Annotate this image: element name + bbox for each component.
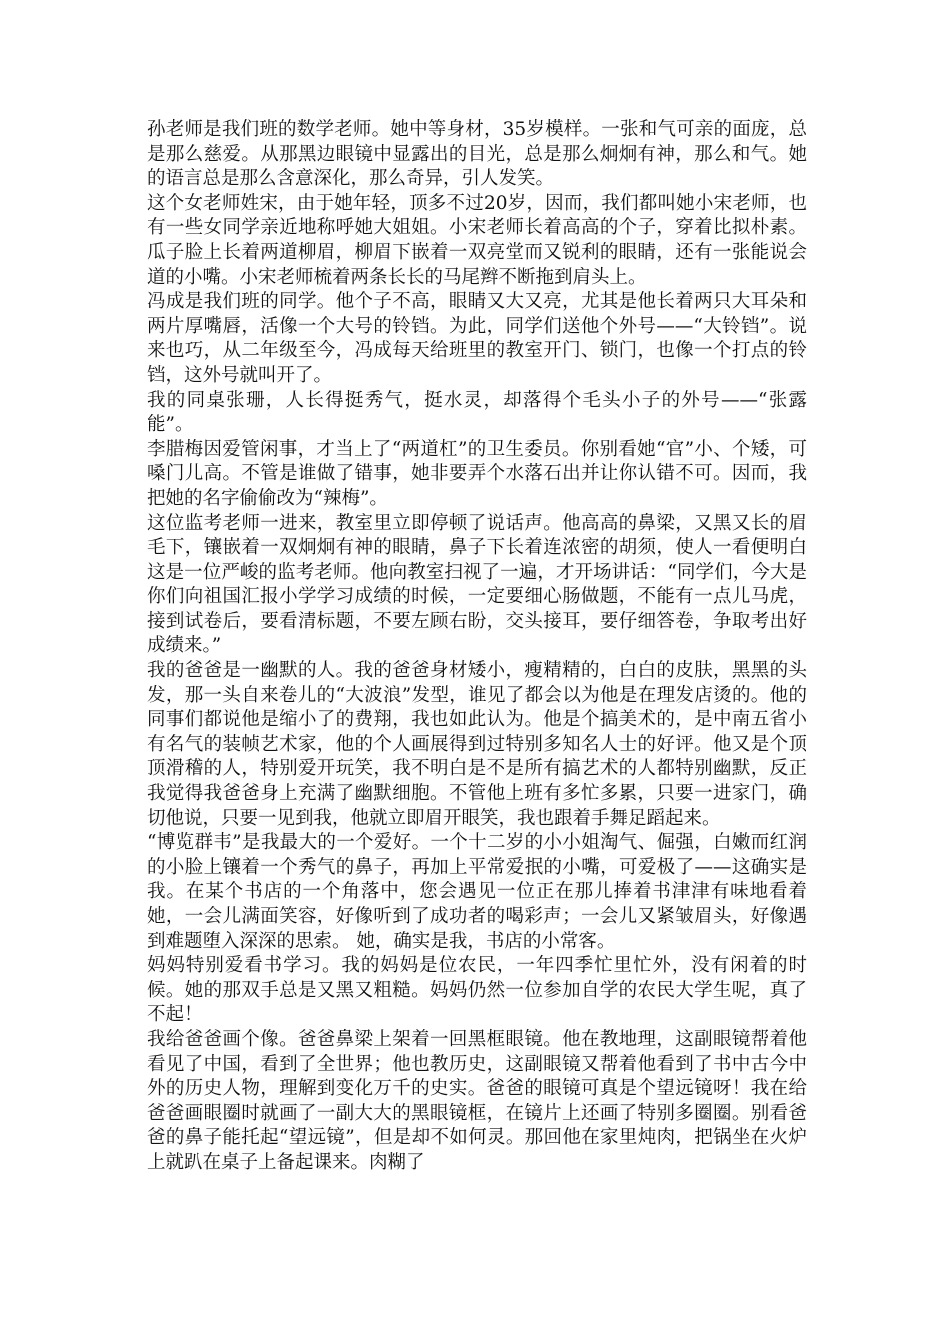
document-body: [147, 118, 807, 1176]
paragraph-feng-cheng: 冯成是我们班的同学。他个子不高，眼睛又大又亮，尤其是他长着两只大耳朵和两片厚嘴唇，活像一个大号的铃铛。为此，同学们送他个外号——“大铃铛”。说来也巧，从二年级至今，冯成每天给班里的教室开门、锁门，也像一个打点的铃铛，这外号就叫开了。: [147, 291, 807, 386]
paragraph-song-teacher: 这个女老师姓宋，由于她年轻，顶多不过20岁，因而，我们都叫她小宋老师，也有一些女同学亲近地称呼她大姐姐。小宋老师长着高高的个子，穿着比拟朴素。瓜子脸上长着两道柳眉，柳眉下嵌着一双亮堂而又锐利的眼睛，还有一张能说会道的小嘴。小宋老师梳着两条长长的马尾辫不断拖到肩头上。: [147, 192, 807, 288]
paragraph-father-portrait: 我给爸爸画个像。爸爸鼻梁上架着一回黑框眼镜。他在教地理，这副眼镜帮着他看见了中国，看到了全世界；他也教历史，这副眼镜又帮着他看到了书中古今中外的历史人物，理解到变化万千的史实。爸爸的眼镜可真是个望远镜呀！我在给爸爸画眼圈时就画了一副大大的黑眼镜框，在镜片上还画了特别多圈圈。别看爸爸的鼻子能托起“望远镜”，但是却不如何灵。那回他在家里炖肉，把锅坐在火炉上就趴在桌子上备起课来。肉糊了: [147, 1028, 807, 1173]
paragraph-mother: 妈妈特别爱看书学习。我的妈妈是位农民，一年四季忙里忙外，没有闲着的时候。她的那双手总是又黑又粗糙。妈妈仍然一位参加自学的农民大学生呢，真了不起！: [147, 955, 807, 1026]
paragraph-sun-teacher: 孙老师是我们班的数学老师。她中等身材，35岁模样。一张和气可亲的面庞，总是那么慈爱。从那黑边眼镜中显露出的目光，总是那么炯炯有神，那么和气。她的语言总是那么含意深化，那么奇异，引人发笑。: [147, 119, 807, 190]
paragraph-humorous-father: 我的爸爸是一幽默的人。我的爸爸身材矮小，瘦精精的，白白的皮肤，黑黑的头发，那一头自来卷儿的“大波浪”发型，谁见了都会以为他是在理发店烫的。他的同事们都说他是缩小了的费翔，我也如此认为。他是个搞美术的，是中南五省小有名气的装帧艺术家，他的个人画展得到过特别多知名人士的好评。他又是个顶顶滑稽的人，特别爱开玩笑，我不明白是不是所有搞艺术的人都特别幽默，反正我觉得我爸爸身上充满了幽默细胞。不管他上班有多忙多累，只要一进家门，确切他说，只要一见到我，他就立即眉开眼笑，我也跟着手舞足蹈起来。: [147, 660, 807, 829]
paragraph-zhang-shan: 我的同桌张珊，人长得挺秀气，挺水灵，却落得个毛头小子的外号——“张露能”。: [147, 389, 807, 436]
paragraph-li-lamei: 李腊梅因爱管闲事，才当上了“两道杠”的卫生委员。你别看她“官”小、个矮，可嗓门儿高。不管是谁做了错事，她非要弄个水落石出并让你认错不可。因而，我把她的名字偷偷改为“辣梅”。: [147, 438, 807, 509]
paragraph-reading-hobby: “博览群韦”是我最大的一个爱好。一个十二岁的小小姐淘气、倔强，白嫩而红润的小脸上镶着一个秀气的鼻子，再加上平常爱抿的小嘴，可爱极了——这确实是我。在某个书店的一个角落中，您会遇见一位正在那儿捧着书津津有味地看着她，一会儿满面笑容，好像听到了成功者的喝彩声；一会儿又紧皱眉头，好像遇到难题堕入深深的思索。 她，确实是我，书店的小常客。: [147, 832, 807, 952]
paragraph-exam-proctor: 这位监考老师一进来，教室里立即停顿了说话声。他高高的鼻梁，又黑又长的眉毛下，镶嵌着一双炯炯有神的眼睛，鼻子下长着连浓密的胡须，使人一看便明白这是一位严峻的监考老师。他向教室扫视了一遍，才开场讲话：“同学们，今大是你们向祖国汇报小学学习成绩的时候，一定要细心肠做题，不能有一点儿马虎，接到试卷后，要看清标题，不要左顾右盼，交头接耳，要仔细答卷，争取考出好成绩来。”: [147, 512, 807, 657]
